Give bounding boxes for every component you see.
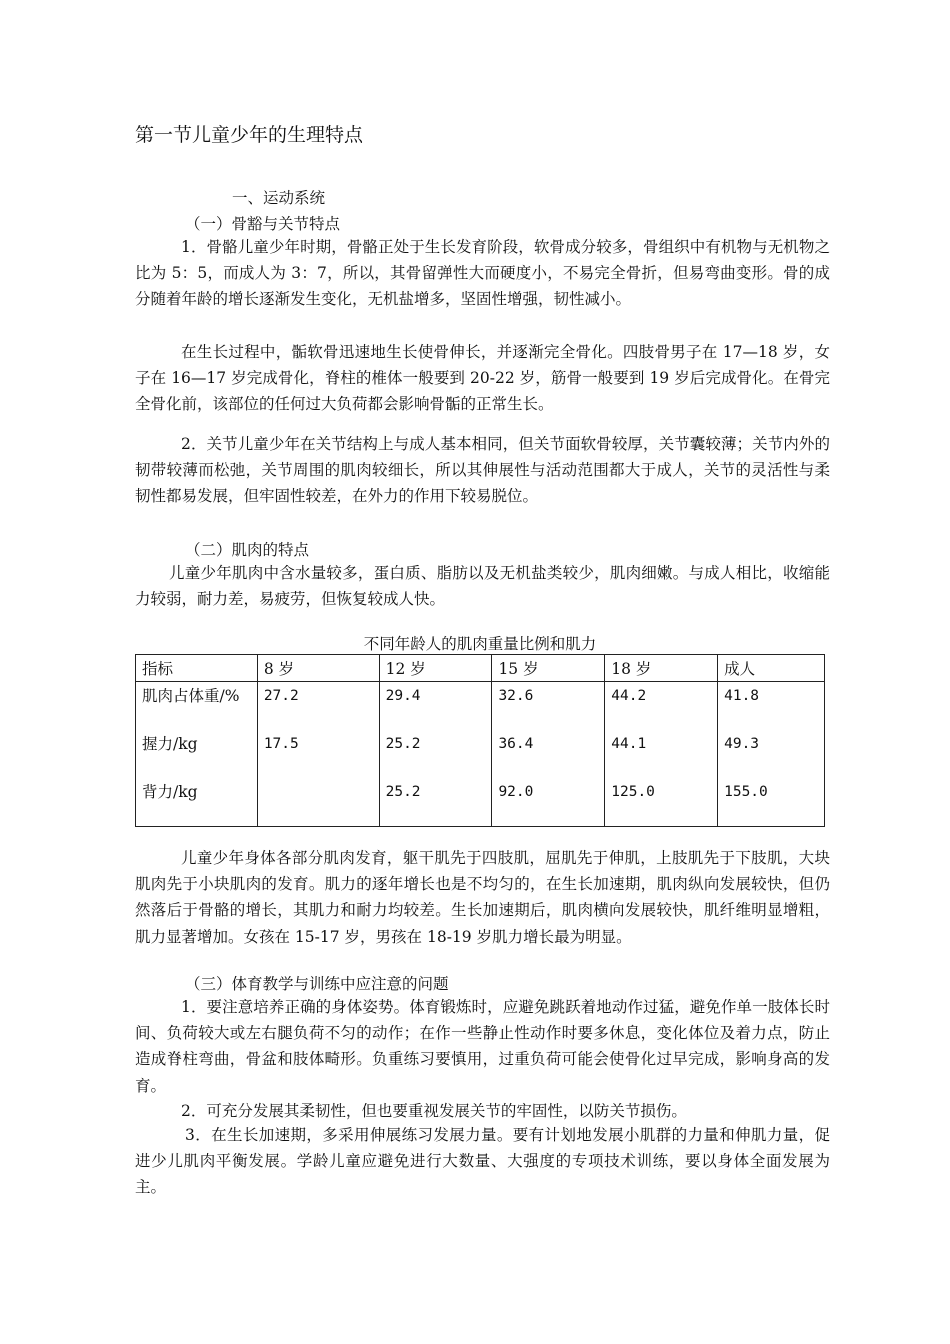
table-cell: 27.2 xyxy=(263,688,299,704)
table-column-adult xyxy=(718,682,825,827)
table-cell: 44.1 xyxy=(611,736,647,752)
table-cell: 125.0 xyxy=(611,784,655,800)
table-column-8 xyxy=(257,682,379,827)
paragraph-muscles: 儿童少年肌肉中含水量较多，蛋白质、脂肪以及无机盐类较少，肌肉细嫩。与成人相比，收缩能力较弱，耐力差，易疲劳，但恢复较成人快。 xyxy=(135,564,830,609)
table-header-cell: 12 岁 xyxy=(379,655,492,682)
paragraph-ossification: 在生长过程中，骺软骨迅速地生长使骨伸长，并逐渐完全骨化。四肢骨男子在 17—18 岁，女子在 16—17 岁完成骨化，脊柱的椎体一般要到 20-22 岁，筋骨一般要到 19 岁后完成骨化。在骨完全骨化前，该部位的任何过大负荷都会影响骨骺的正常生长。 xyxy=(135,343,830,414)
table-header-cell: 成人 xyxy=(718,655,825,682)
table-caption: 不同年龄人的肌肉重量比例和肌力 xyxy=(363,635,597,653)
table-column-12 xyxy=(379,682,492,827)
table-cell: 92.0 xyxy=(498,784,534,800)
row-label: 背力/kg xyxy=(142,783,198,801)
row-label: 握力/kg xyxy=(142,735,198,753)
table-cell: 44.2 xyxy=(611,688,647,704)
table-header-row xyxy=(136,655,825,682)
paragraph-posture: 1．要注意培养正确的身体姿势。体育锻炼时，应避免跳跃着地动作过猛，避免作单一肢体长时间、负荷较大或左右腿负荷不匀的动作；在作一些静止性动作时要多休息，变化体位及着力点，防止造成脊柱弯曲，骨盆和肢体畸形。负重练习要慎用，过重负荷可能会使骨化过早完成，影响身高的发育。 xyxy=(135,998,830,1095)
muscle-strength-table xyxy=(135,654,825,827)
paragraph-flexibility: 2．可充分发展其柔韧性，但也要重视发展关节的牢固性，以防关节损伤。 xyxy=(181,1102,687,1120)
table-cell: 41.8 xyxy=(724,688,760,704)
table-header-cell: 18 岁 xyxy=(605,655,718,682)
row-labels-cell xyxy=(136,682,258,827)
table-cell: 32.6 xyxy=(498,688,534,704)
table-header-cell: 指标 xyxy=(136,655,258,682)
paragraph-muscle-development: 儿童少年身体各部分肌肉发育，躯干肌先于四肢肌，屈肌先于伸肌，上肢肌先于下肢肌，大块肌肉先于小块肌肉的发育。肌力的逐年增长也是不均匀的，在生长加速期，肌肉纵向发展较快，但仍然落后于骨骼的增长，其肌力和耐力均较差。生长加速期后，肌肉横向发展较快，肌纤维明显增粗，肌力显著增加。女孩在 15-17 岁，男孩在 18-19 岁肌力增长最为明显。 xyxy=(135,849,830,946)
table-cell: 17.5 xyxy=(263,736,299,752)
paragraph-strength-training: 3．在生长加速期，多采用伸展练习发展力量。要有计划地发展小肌群的力量和伸肌力量，促进少儿肌肉平衡发展。学龄儿童应避免进行大数量、大强度的专项技术训练，要以身体全面发展为主。 xyxy=(135,1126,830,1197)
subheading-bones-joints: （一）骨豁与关节特点 xyxy=(185,215,341,233)
row-label: 肌肉占体重/% xyxy=(142,687,240,705)
table-header-cell: 8 岁 xyxy=(257,655,379,682)
table-row xyxy=(136,682,825,827)
table-column-18 xyxy=(605,682,718,827)
table-cell: 49.3 xyxy=(724,736,760,752)
page-title: 第一节儿童少年的生理特点 xyxy=(135,124,364,146)
section-heading-motor-system: 一、运动系统 xyxy=(232,189,326,207)
table-cell: 29.4 xyxy=(385,688,421,704)
subheading-teaching-issues: （三）体育教学与训练中应注意的问题 xyxy=(185,975,449,993)
table-column-15 xyxy=(492,682,605,827)
table-cell: 155.0 xyxy=(724,784,768,800)
table-cell: 36.4 xyxy=(498,736,534,752)
table-cell: 25.2 xyxy=(385,736,421,752)
subheading-muscles: （二）肌肉的特点 xyxy=(185,541,310,559)
paragraph-joints: 2．关节儿童少年在关节结构上与成人基本相同，但关节面软骨较厚，关节囊较薄；关节内外的韧带较薄而松弛，关节周围的肌肉较细长，所以其伸展性与活动范围都大于成人，关节的灵活性与柔韧性都易发展，但牢固性较差，在外力的作用下较易脱位。 xyxy=(135,435,830,506)
paragraph-bones: 1．骨骼儿童少年时期，骨骼正处于生长发育阶段，软骨成分较多，骨组织中有机物与无机物之比为 5：5，而成人为 3：7，所以，其骨留弹性大而硬度小，不易完全骨折，但易弯曲变形。骨的成分随着年龄的增长逐渐发生变化，无机盐增多，坚固性增强，韧性减小。 xyxy=(135,238,830,309)
table-cell: 25.2 xyxy=(385,784,421,800)
table-header-cell: 15 岁 xyxy=(492,655,605,682)
